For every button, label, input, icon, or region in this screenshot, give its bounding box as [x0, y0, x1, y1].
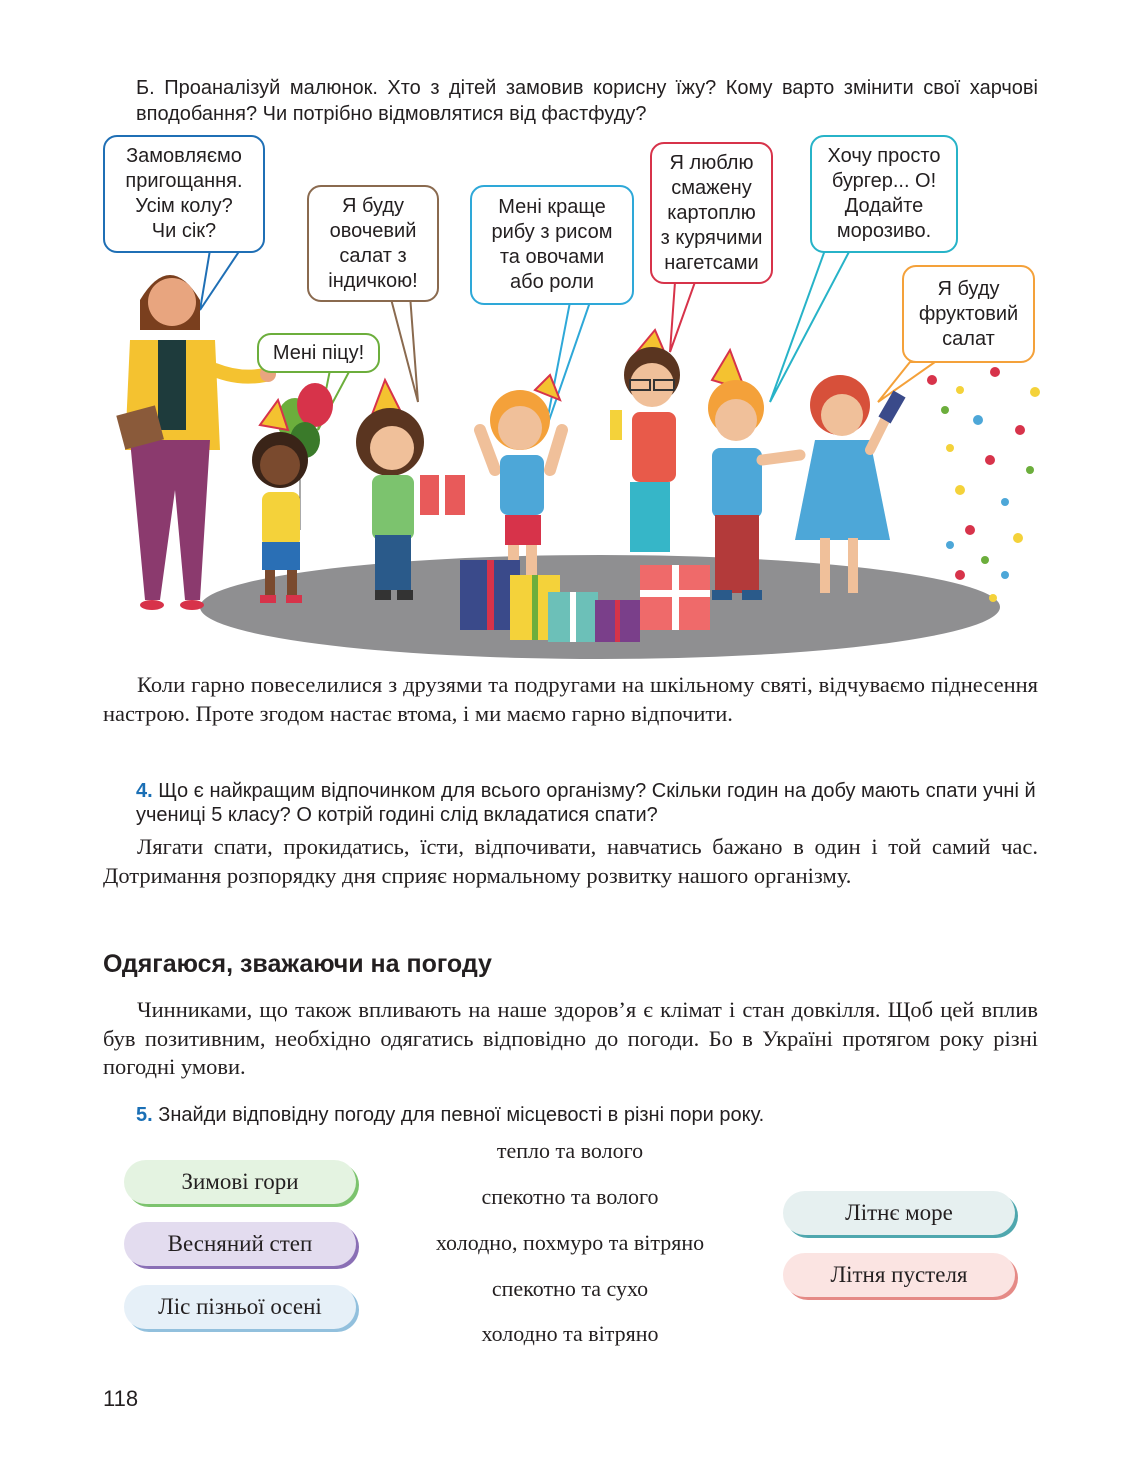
bubble-burger	[810, 135, 958, 253]
place-summer-desert[interactable]	[783, 1253, 1015, 1297]
place-summer-sea[interactable]	[783, 1191, 1015, 1235]
place-label: Зимові гори	[181, 1169, 299, 1194]
bubble-salad-turkey	[307, 185, 439, 302]
bubble-fries-text: Я люблю смажену картоплю з курячими нагетсами	[660, 151, 763, 274]
weather-option[interactable]: холодно, похмуро та вітряно	[435, 1230, 705, 1255]
place-label: Ліс пізньої осені	[158, 1294, 322, 1319]
bubble-fish	[470, 185, 634, 305]
bubble-fries	[650, 142, 773, 284]
question-4-number: 4.	[136, 780, 153, 802]
paragraph-climate: Чинниками, що також впливають на наше здоров’я є клімат і стан довкілля. Щоб цей вплив був позитивним, необхідно одягатись відповідно до погоди. Бо в Україні протягом року різні погодні умови.	[103, 997, 1038, 1079]
confetti	[927, 367, 1040, 602]
page-number: 118	[103, 1386, 139, 1411]
paragraph-party: Коли гарно повеселилися з друзями та подругами на шкільному святі, відчуваємо піднесення настрою. Проте згодом настає втома, і ми маємо гарно відпочити.	[103, 672, 1038, 726]
bubble-salad-turkey-text: Я буду овочевий салат з індичкою!	[328, 194, 418, 292]
weather-option[interactable]: спекотно та волого	[481, 1184, 659, 1209]
bubble-pizza-text: Мені піцу!	[272, 341, 365, 364]
question-4-text: Що є найкращим відпочинком для всього організму? Скільки годин на добу мають спати учні й учениці 5 класу? О котрій годині слід вкладатися спати?	[136, 780, 1036, 826]
place-late-autumn-forest[interactable]	[124, 1285, 356, 1329]
girl-fruit-figure	[795, 375, 906, 593]
party-illustration	[100, 130, 1045, 660]
weather-option[interactable]: холодно та вітряно	[481, 1321, 659, 1346]
bubble-teacher	[103, 135, 265, 253]
question-5-number: 5.	[136, 1104, 153, 1126]
weather-option[interactable]: тепло та волого	[496, 1138, 644, 1163]
task-b-text: Б. Проаналізуй малюнок. Хто з дітей замовив корисну їжу? Кому варто змінити свої харчові вподобання? Чи потрібно відмовлятися від фастфуду?	[136, 77, 1038, 125]
bubble-fish-text: Мені краще рибу з рисом та овочами або роли	[491, 196, 613, 293]
place-winter-mountains[interactable]	[124, 1160, 356, 1204]
teacher-figure	[116, 275, 276, 610]
section-heading: Одягаюся, зважаючи на погоду	[103, 950, 492, 978]
question-5	[136, 1103, 1038, 1127]
bubble-pizza	[257, 333, 380, 373]
question-5-text: Знайди відповідну погоду для певної місцевості в різні пори року.	[158, 1104, 765, 1126]
place-label: Літнє море	[845, 1200, 953, 1225]
bubble-burger-text: Хочу просто бургер... О! Додайте морозиво.	[827, 145, 941, 242]
bubble-teacher-text: Замовляємо пригощання. Усім колу? Чи сік?	[125, 145, 243, 242]
bubble-fruit-text: Я буду фруктовий салат	[918, 277, 1019, 350]
paragraph-routine: Лягати спати, прокидатись, їсти, відпочивати, навчатись бажано в один і той самий час. Дотримання розпорядку дня сприяє нормальному розвитку нашого організму.	[103, 834, 1038, 888]
place-label: Весняний степ	[167, 1231, 313, 1256]
place-label: Літня пустеля	[830, 1262, 968, 1287]
question-4	[136, 779, 1038, 827]
boy-fries-figure	[610, 330, 680, 552]
bubble-fruit	[902, 265, 1035, 363]
place-spring-steppe[interactable]	[124, 1222, 356, 1266]
weather-option[interactable]: спекотно та сухо	[491, 1276, 649, 1301]
